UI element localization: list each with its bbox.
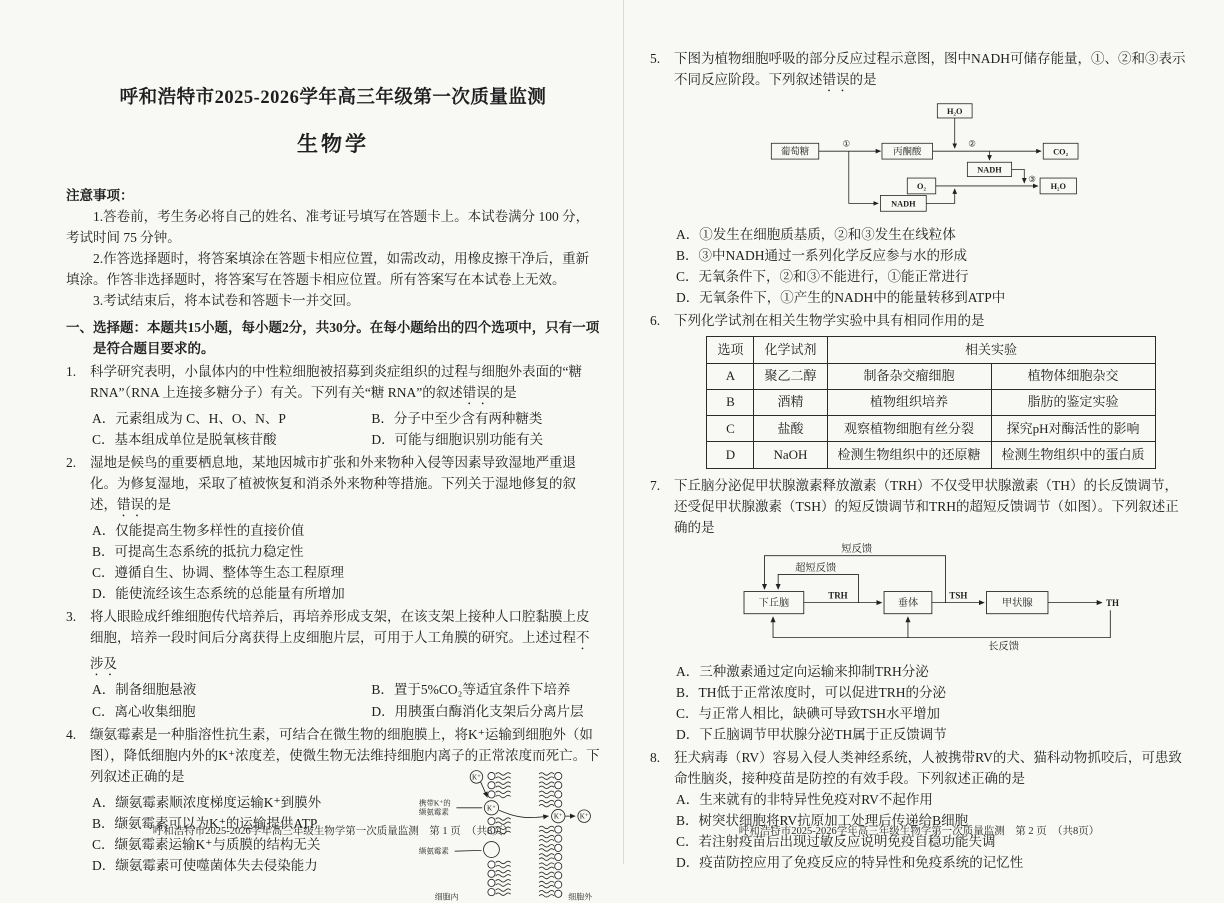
k-ion-label: K⁺ — [579, 812, 589, 821]
valinomycin-label: 缬氨霉素 — [418, 846, 449, 856]
option-a: A．缬氨霉素顺浓度梯度运输K⁺到膜外 — [92, 794, 322, 810]
table-header-experiments: 相关实验 — [827, 337, 1155, 363]
table-cell: 植物组织培养 — [827, 389, 991, 415]
outside-cell-label: 细胞外 — [568, 892, 593, 902]
hypothalamus-label: 下丘脑 — [758, 597, 790, 609]
question-3 — [66, 606, 600, 721]
section-heading: 一、选择题：本题共15小题，每小题2分，共30分。在每小题给出的四个选项中，只有一项是符合题目要求的。 — [66, 319, 600, 356]
option-d: D．能使流经该生态系统的总能量有所增加 — [92, 586, 345, 602]
table-cell: NaOH — [754, 442, 827, 468]
question-2-options — [90, 520, 600, 604]
option-a: A．仅能提高生物多样性的直接价值 — [92, 523, 305, 539]
long-feedback-line — [773, 610, 1110, 637]
table-cell: 植物体细胞杂交 — [991, 363, 1155, 389]
question-2-number: 2. — [66, 455, 77, 471]
thyroid-feedback-diagram — [730, 542, 1132, 653]
page-divider — [623, 0, 624, 864]
stem-tail: 的是 — [489, 385, 517, 401]
table-header-reagent: 化学试剂 — [754, 337, 827, 363]
table-cell: D — [707, 442, 754, 468]
exam-page-2 — [650, 0, 1188, 871]
nadh-label: NADH — [891, 199, 916, 209]
question-7 — [650, 475, 1188, 745]
footer-page-1: 呼和浩特市2025-2026学年高三年级生物学第一次质量监测 第 1 页 （共8页） — [152, 825, 514, 837]
k-ion-label: K⁺ — [487, 803, 496, 812]
question-3-number: 3. — [66, 609, 77, 625]
nadh-upper-join-arrow — [1012, 169, 1025, 182]
option-d: D．可能与细胞识别功能有关 — [371, 432, 544, 448]
option-b: B．TH低于正常浓度时，可以促进TRH的分泌 — [676, 684, 946, 700]
k-ion-label: K⁺ — [472, 773, 481, 782]
stem-text: 科学研究表明，小鼠体内的中性粒细胞被招募到炎症组织的过程与细胞外表面的“糖 RNA”（RNA 上连接多糖分子）有关。下列有关“糖 RNA”的叙述 — [90, 363, 582, 401]
table-cell: C — [707, 416, 754, 442]
question-8-number: 8. — [650, 750, 661, 766]
inside-cell-label: 细胞内 — [434, 892, 459, 902]
glycolysis-nadh-arrow — [849, 151, 878, 203]
table-cell: 盐酸 — [754, 416, 827, 442]
table-cell: B — [707, 389, 754, 415]
stem-emphasis: 不涉及 — [90, 630, 590, 672]
option-c: C．无氧条件下，②和③不能进行，①能正常进行 — [676, 269, 969, 285]
question-7-options — [674, 661, 1188, 745]
respiration-pathway-diagram — [765, 99, 1097, 216]
option-d: D．疫苗防控应用了免疫反应的特异性和免疫系统的记忆性 — [676, 855, 1024, 871]
question-8 — [650, 747, 1188, 873]
option-d: D．无氧条件下，①产生的NADH中的能量转移到ATP中 — [676, 290, 1006, 306]
step1-label: ① — [842, 138, 851, 149]
option-b: B．分子中至少含有两种糖类 — [371, 411, 543, 427]
table-cell: 探究pH对酶活性的影响 — [991, 416, 1155, 442]
exam-page-1 — [66, 0, 600, 902]
question-3-options — [90, 679, 600, 721]
question-7-number: 7. — [650, 477, 661, 493]
option-c: C．离心收集细胞 — [92, 703, 196, 719]
option-c: C．若注射疫苗后出现过敏反应说明免疫自稳功能失调 — [676, 834, 996, 850]
question-6 — [650, 310, 1188, 472]
k-entry-arrow — [481, 782, 488, 797]
question-1-stem — [90, 361, 600, 408]
stem-text: 下图为植物细胞呼吸的部分反应过程示意图，图中NADH可储存能量，①、②和③表示不同反应阶段。下列叙述 — [674, 51, 1186, 88]
question-3-stem — [90, 606, 600, 679]
table-cell: 聚乙二醇 — [754, 363, 827, 389]
short-feedback-line — [765, 555, 946, 602]
question-5 — [650, 48, 1188, 308]
exam-subject: 生物学 — [297, 131, 369, 156]
option-c: C．基本组成单位是脱氧核苷酸 — [92, 432, 277, 448]
stem-emphasis: 错误 — [117, 497, 144, 513]
h2o-label: H₂O — [947, 107, 963, 117]
th-label: TH — [1106, 597, 1119, 608]
glucose-label: 葡萄糖 — [780, 147, 810, 158]
notice-item-2: 2.作答选择题时，将答案填涂在答题卡相应位置，如需改动，用橡皮擦干净后，重新填涂。作答非选择题时，将答案写在答题卡相应位置。所有答案写在本试卷上无效。 — [66, 250, 590, 287]
stem-text: 湿地是候鸟的重要栖息地，某地因城市扩张和外来物种入侵等因素导致湿地严重退化。为修复湿地，采取了植被恢复和消杀外来物种等措施。下列关于湿地修复的叙述， — [90, 455, 576, 513]
option-a: A．生来就有的非特异性免疫对RV不起作用 — [676, 792, 933, 808]
stem-text: 将人眼睑成纤维细胞传代培养后，再培养形成支架，在该支架上接种人口腔黏膜上皮细胞，培养一段时间后分离获得上皮细胞片层，可用于人工角膜的研究。上述过程 — [90, 609, 590, 646]
stem-text: 下列化学试剂在相关生物学实验中具有相同作用的是 — [674, 313, 985, 329]
option-c: C．与正常人相比，缺碘可导致TSH水平增加 — [676, 705, 941, 721]
footer-page-2: 呼和浩特市2025-2026学年高三年级生物学第一次质量监测 第 2 页 （共8页） — [738, 825, 1100, 837]
question-5-stem — [674, 48, 1188, 95]
question-1-number: 1. — [66, 363, 77, 379]
notice-heading: 注意事项： — [66, 187, 134, 203]
table-row-b — [707, 389, 1155, 415]
k-transport-arrow — [499, 810, 548, 817]
long-feedback-label: 长反馈 — [988, 641, 1019, 653]
stem-tail: 的是 — [849, 72, 877, 88]
option-b: B．置于5%CO₂等适宜条件下培养 — [371, 682, 571, 698]
table-row-a — [707, 363, 1155, 389]
nadh-label: NADH — [977, 165, 1002, 175]
table-cell: A — [707, 363, 754, 389]
o2-label: O₂ — [917, 182, 926, 192]
table-cell: 检测生物组织中的蛋白质 — [991, 442, 1155, 468]
ultrashort-feedback-label: 超短反馈 — [795, 562, 837, 574]
option-c: C．缬氨霉素运输K⁺与质膜的结构无关 — [92, 836, 321, 852]
question-1 — [66, 361, 600, 450]
option-a: A．制备细胞悬液 — [92, 682, 197, 698]
valinomycin-pointer — [455, 850, 482, 851]
stem-tail: 的是 — [144, 497, 171, 513]
question-6-stem — [674, 310, 1188, 331]
stem-emphasis: 错误 — [462, 385, 490, 401]
option-a: A．元素组成为 C、H、O、N、P — [92, 411, 286, 427]
exam-title: 呼和浩特市2025-2026学年高三年级第一次质量监测 — [119, 88, 547, 108]
question-8-stem — [674, 747, 1188, 789]
table-cell: 酒精 — [754, 389, 827, 415]
carrier-label-line2: 缬氨霉素 — [418, 807, 449, 817]
question-6-number: 6. — [650, 313, 661, 329]
question-4 — [66, 724, 600, 903]
notice-section — [66, 185, 600, 311]
table-cell: 制备杂交瘤细胞 — [827, 363, 991, 389]
notice-item-3: 3.考试结束后，将本试卷和答题卡一并交回。 — [93, 292, 360, 308]
option-b: B．可提高生态系统的抵抗力稳定性 — [92, 544, 304, 560]
table-cell: 脂肪的鉴定实验 — [991, 389, 1155, 415]
question-5-options — [674, 224, 1188, 308]
option-d: D．用胰蛋白酶消化支架后分离片层 — [371, 703, 584, 719]
question-2-stem — [90, 452, 600, 520]
table-cell: 观察植物细胞有丝分裂 — [827, 416, 991, 442]
option-b: B．树突状细胞将RV抗原加工处理后传递给B细胞 — [676, 813, 969, 829]
stem-emphasis: 错误 — [822, 72, 850, 88]
stem-text: 下丘脑分泌促甲状腺激素释放激素（TRH）不仅受甲状腺激素（TH）的长反馈调节，还受促甲状腺激素（TSH）的短反馈调节和TRH的超短反馈调节（如图）。下列叙述正确的是 — [674, 477, 1179, 535]
option-a: A．①发生在细胞质基质，②和③发生在线粒体 — [676, 227, 956, 243]
question-2 — [66, 452, 600, 604]
tsh-label: TSH — [949, 590, 968, 601]
table-header-option: 选项 — [707, 337, 754, 363]
valinomycin-circle — [484, 841, 500, 857]
option-d: D．缬氨霉素可使噬菌体失去侵染能力 — [92, 857, 318, 873]
question-5-number: 5. — [650, 51, 661, 66]
step3-label: ③ — [1028, 174, 1037, 185]
trh-label: TRH — [828, 590, 848, 601]
option-c: C．遵循自生、协调、整体等生态工程原理 — [92, 565, 345, 581]
option-d: D．下丘脑调节甲状腺分泌TH属于正反馈调节 — [676, 726, 947, 742]
stem-text: 狂犬病毒（RV）容易入侵人类神经系统，人被携带RV的犬、猫科动物抓咬后，可患致命性脑炎，接种疫苗是防控的有效手段。下列叙述正确的是 — [674, 750, 1182, 787]
step2-label: ② — [968, 138, 977, 149]
table-cell: 检测生物组织中的还原糖 — [827, 442, 991, 468]
h2o-label: H₂O — [1050, 182, 1066, 192]
stem-text: 缬氨霉素是一种脂溶性抗生素，可结合在微生物的细胞膜上，将K⁺运输到细胞外（如图），降低细胞内外的K⁺浓度差，使微生物无法维持细胞内离子的正常浓度而死亡。下列叙述正确的是 — [90, 726, 600, 784]
reagent-table — [706, 336, 1155, 468]
notice-item-1: 1.答卷前，考生务必将自己的姓名、准考证号填写在答题卡上。本试卷满分 100 分，考试时间 75 分钟。 — [66, 208, 590, 245]
nadh-lower-join-arrow — [926, 189, 954, 203]
short-feedback-label: 短反馈 — [841, 544, 873, 556]
question-1-options — [90, 408, 600, 450]
thyroid-label: 甲状腺 — [1001, 597, 1033, 609]
option-a: A．三种激素通过定向运输来抑制TRH分泌 — [676, 663, 929, 679]
pituitary-label: 垂体 — [897, 597, 919, 609]
table-row-c — [707, 416, 1155, 442]
question-7-stem — [674, 475, 1188, 538]
carrier-label-line1: 携带K⁺的 — [418, 797, 451, 807]
table-row-d — [707, 442, 1155, 468]
option-b: B．缬氨霉素可以为K⁺的运输提供ATP — [92, 815, 318, 831]
option-b: B．③中NADH通过一系列化学反应参与水的形成 — [676, 248, 968, 264]
pyruvate-label: 丙酮酸 — [893, 147, 922, 158]
k-ion-label: K⁺ — [553, 812, 563, 821]
question-4-number: 4. — [66, 726, 77, 742]
co2-label: CO₂ — [1053, 147, 1069, 157]
